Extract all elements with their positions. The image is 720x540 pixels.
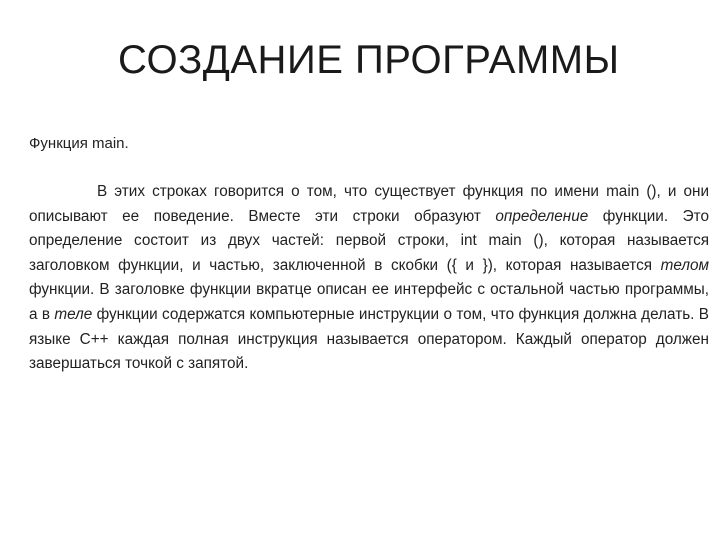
paragraph-text-1: В этих строках говорится о том, что существует функция по имени main (), и они описывают ее поведение. Вместе эти строки образуют (29, 183, 709, 225)
paragraph-text-2: функции. Это определение состоит из двух частей: первой строки, int main (), которая называется заголовком функции, и частью, заключенной в скобки ({ и }), которая называется (29, 207, 710, 274)
emphasis-body: телом (660, 256, 709, 274)
paragraph-text-4: функции содержатся компьютерные инструкции о том, что функция должна делать. В языке С++ каждая полная инструкция называется оператором. Каждый оператор должен завершаться точкой с запятой. (29, 305, 709, 373)
body-paragraph (29, 180, 709, 377)
paragraph-text-3: функции. В заголовке функции вкратце описан ее интерфейс с остальной частью программы, а в (29, 281, 709, 323)
slide-subtitle: Функция main. (29, 135, 129, 152)
body-paragraph-block (29, 180, 709, 377)
slide-title: СОЗДАНИЕ ПРОГРАММЫ (118, 38, 620, 82)
emphasis-body-2: теле (54, 305, 93, 323)
emphasis-definition: определение (495, 207, 589, 225)
